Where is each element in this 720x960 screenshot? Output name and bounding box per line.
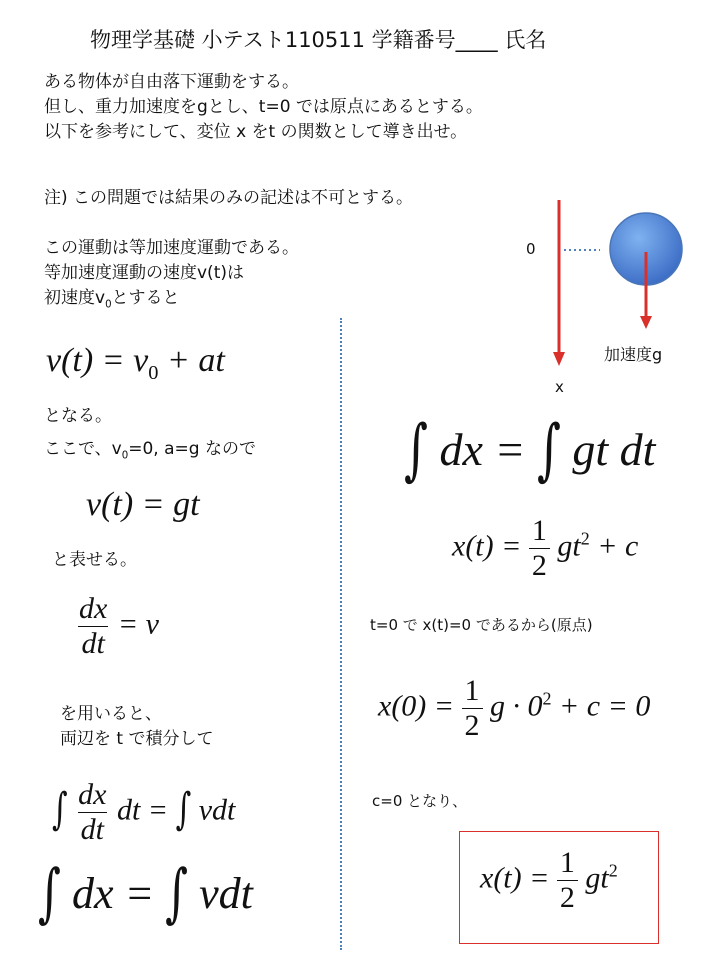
page-title: 物理学基礎 小テスト110511 学籍番号____ 氏名 <box>90 28 547 52</box>
condition-text: t=0 で x(t)=0 であるから(原点) <box>370 616 593 634</box>
accel-label: 加速度g <box>604 345 663 364</box>
mochiiru-line-2: 両辺を t で積分して <box>60 729 214 749</box>
x-axis-arrow-head <box>553 352 565 366</box>
equation-velocity: $v(t) = v_0$ + at <box>46 342 225 384</box>
problem-note: 注) この問題では結果のみの記述は不可とする。 <box>44 188 414 208</box>
equation-x0: x(0) = $\frac{1}{2}$ $g \cdot 0^2 + c = 0$ <box>378 674 651 742</box>
equation-integral-2: ∫ dx = ∫ vdt <box>38 856 253 931</box>
left-intro <box>44 236 299 317</box>
equation-integral-1: ∫ $\frac{dx}{dt}$ dt = ∫ vdt <box>52 778 236 846</box>
gravity-arrow-head <box>640 316 652 329</box>
c-zero-text: c=0 となり、 <box>372 792 468 810</box>
free-fall-diagram <box>520 190 720 400</box>
intro-line-2: 等加速度運動の速度v(t)は <box>44 263 244 283</box>
intro-line-3: 初速度$v_0$とすると <box>44 288 180 311</box>
equation-xt-c: x(t) = $\frac{1}{2}$ $gt^2 + c$ <box>452 514 639 582</box>
column-divider <box>340 318 342 950</box>
x-label: x <box>555 378 564 396</box>
arawaseru-text: と表せる。 <box>52 550 137 570</box>
equation-answer: x(t) = $\frac{1}{2}$ $gt^2$ <box>480 846 618 914</box>
koko-text: ここで、$v_0=0$, a=g なので <box>44 439 256 462</box>
naru-text: となる。 <box>44 406 112 426</box>
origin-label: 0 <box>526 240 536 258</box>
mochiiru-line-1: を用いると、 <box>60 704 162 724</box>
diagram-svg <box>520 190 720 400</box>
problem-statement <box>44 70 483 145</box>
equation-v-gt: v(t) = gt <box>86 486 200 523</box>
mochiiru-text <box>60 702 213 752</box>
equation-dxdt: $\frac{dx}{dt}$ = v <box>79 592 159 660</box>
problem-line-1: ある物体が自由落下運動をする。 <box>44 72 299 92</box>
intro-line-1: この運動は等加速度運動である。 <box>44 238 299 258</box>
problem-line-3: 以下を参考にして、変位 x をt の関数として導き出せ。 <box>44 122 468 142</box>
problem-line-2: 但し、重力加速度をgとし、t=0 では原点にあるとする。 <box>44 97 483 117</box>
equation-integral-3: ∫ dx = ∫ gt dt <box>404 409 656 489</box>
